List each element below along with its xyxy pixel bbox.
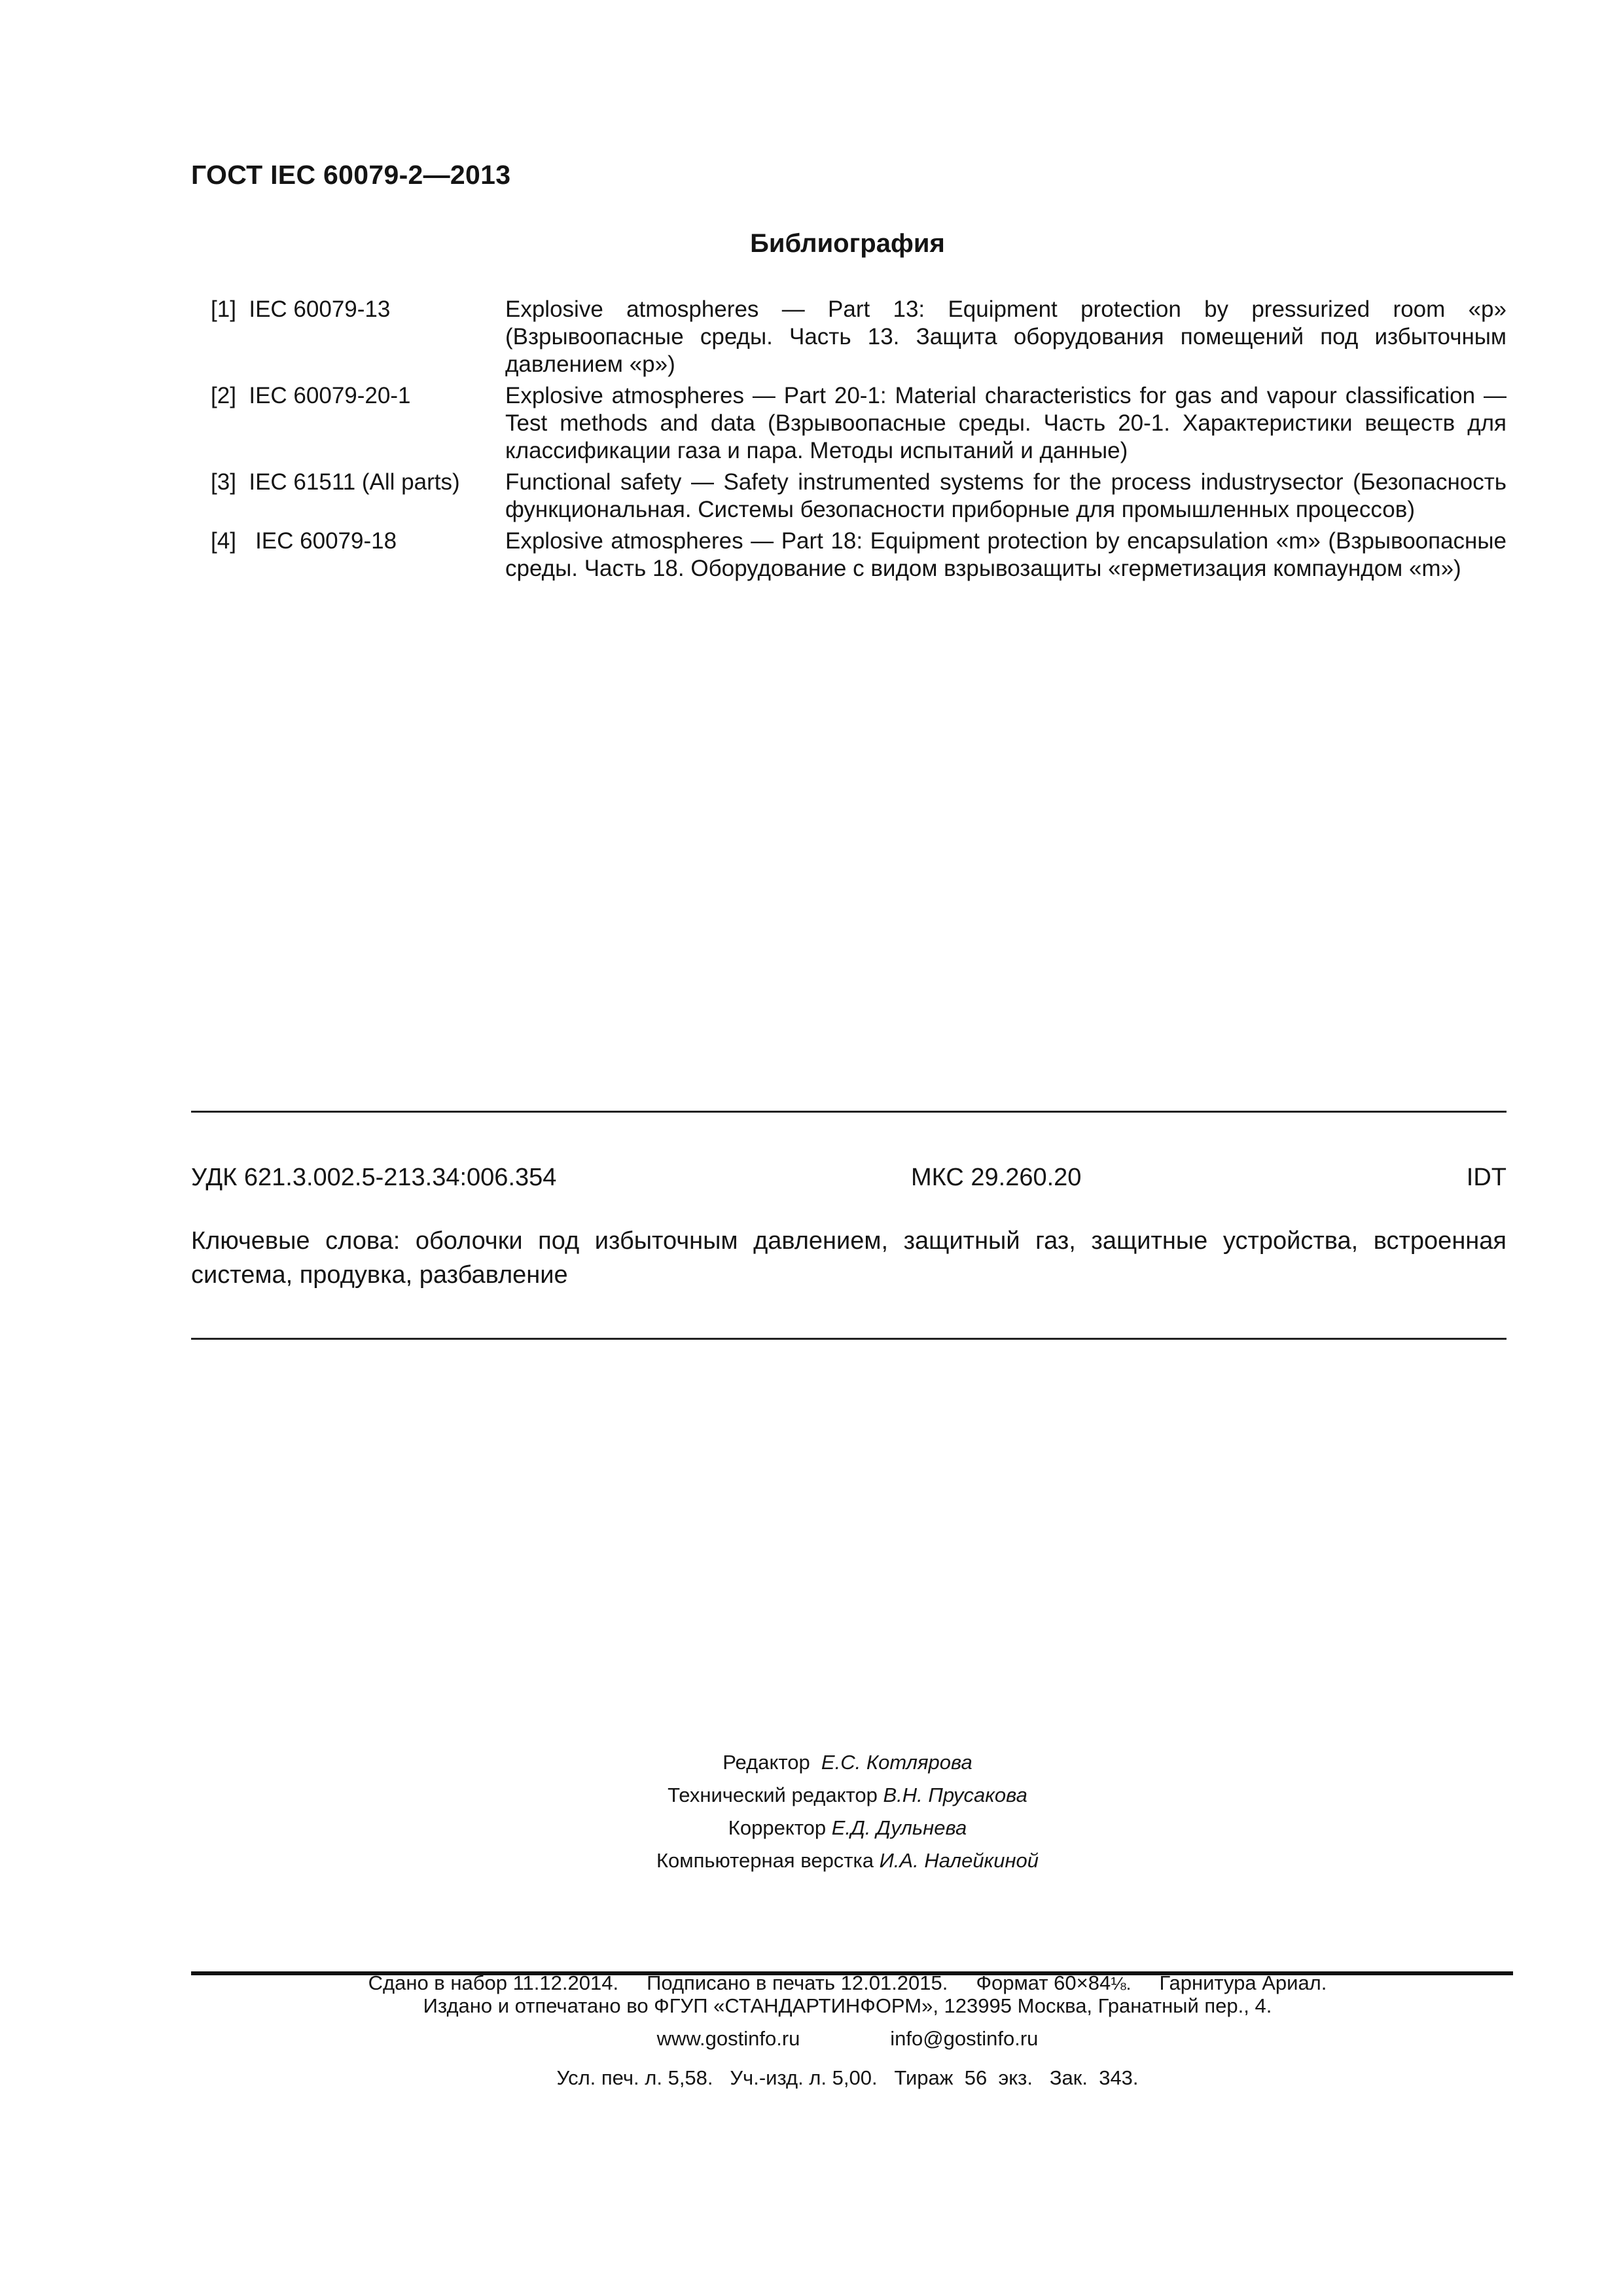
entry-reference: [3] IEC 61511 (All parts)	[211, 469, 460, 495]
entry-reference: [1] IEC 60079-13	[211, 296, 391, 322]
format-fraction: ⅛.	[1111, 1973, 1132, 1994]
credit-label: Компьютерная верстка	[656, 1849, 874, 1872]
divider-bold	[191, 1971, 1513, 1975]
divider-top	[191, 1111, 1507, 1113]
credit-name: В.Н. Прусакова	[883, 1784, 1027, 1806]
document-header: ГОСТ IEC 60079-2—2013	[191, 160, 511, 190]
credit-label: Редактор	[722, 1751, 810, 1774]
credit-name: Е.С. Котлярова	[821, 1751, 972, 1774]
credit-corrector	[0, 1812, 1623, 1844]
bibliography-entry	[191, 528, 1507, 583]
bibliography-entry	[191, 382, 1507, 465]
credit-name: Е.Д. Дульнева	[831, 1816, 967, 1839]
credit-layout	[0, 1844, 1623, 1877]
keywords: Ключевые слова: оболочки под избыточным давлением, защитный газ, защитные устройства, встроенная система, продувка, разбавление	[191, 1227, 1507, 1289]
print-dates: Сдано в набор 11.12.2014. Подписано в печать 12.01.2015. Формат 60×84	[368, 1971, 1111, 1994]
credit-name: И.А. Налейкиной	[879, 1849, 1039, 1872]
entry-description: Explosive atmospheres — Part 20-1: Material characteristics for gas and vapour classification — Test methods and data (Взрывоопасные среды. Часть 20-1. Характеристики веществ для классификации газа и пара. Методы испытаний и данные)	[505, 383, 1507, 463]
bibliography-title: Библиография	[750, 229, 945, 258]
credit-editor	[0, 1746, 1623, 1779]
bibliography-entry	[191, 296, 1507, 378]
entry-description: Explosive atmospheres — Part 13: Equipment protection by pressurized room «p» (Взрывоопасные среды. Часть 13. Защита оборудования помещений под избыточным давлением «p»)	[505, 296, 1507, 377]
publisher-contacts	[0, 2022, 1623, 2055]
entry-description: Explosive atmospheres — Part 18: Equipment protection by encapsulation «m» (Взрывоопасные среды. Часть 18. Оборудование с видом взрывозащиты «герметизация компаундом «m»)	[505, 528, 1507, 581]
bibliography-list	[191, 296, 1507, 586]
divider-middle	[191, 1338, 1507, 1340]
typeface: Гарнитура Ариал.	[1131, 1971, 1327, 1994]
bibliography-entry	[191, 469, 1507, 524]
credit-tech-editor	[0, 1779, 1623, 1812]
entry-reference: [4] IEC 60079-18	[211, 528, 397, 554]
entry-reference: [2] IEC 60079-20-1	[211, 383, 411, 408]
entry-description: Functional safety — Safety instrumented systems for the process industrysector (Безопасность функциональная. Системы безопасности приборные для промышленных процессов)	[505, 469, 1507, 522]
credit-label: Технический редактор	[668, 1784, 878, 1806]
mks-code: МКС 29.260.20	[911, 1164, 1082, 1191]
print-info-line-2: Усл. печ. л. 5,58. Уч.-изд. л. 5,00. Тираж 56 экз. Зак. 343.	[556, 2066, 1139, 2089]
classification-row	[191, 1164, 1507, 1196]
udc-code: УДК 621.3.002.5-213.34:006.354	[191, 1164, 557, 1191]
credit-label: Корректор	[728, 1816, 827, 1839]
website-link[interactable]: www.gostinfo.ru	[656, 2027, 800, 2050]
email-link[interactable]: info@gostinfo.ru	[890, 2027, 1039, 2050]
idt-code: IDT	[1466, 1164, 1507, 1191]
credits-block	[0, 1746, 1623, 1877]
publisher-line: Издано и отпечатано во ФГУП «СТАНДАРТИНФОРМ», 123995 Москва, Гранатный пер., 4.	[423, 1994, 1272, 2017]
